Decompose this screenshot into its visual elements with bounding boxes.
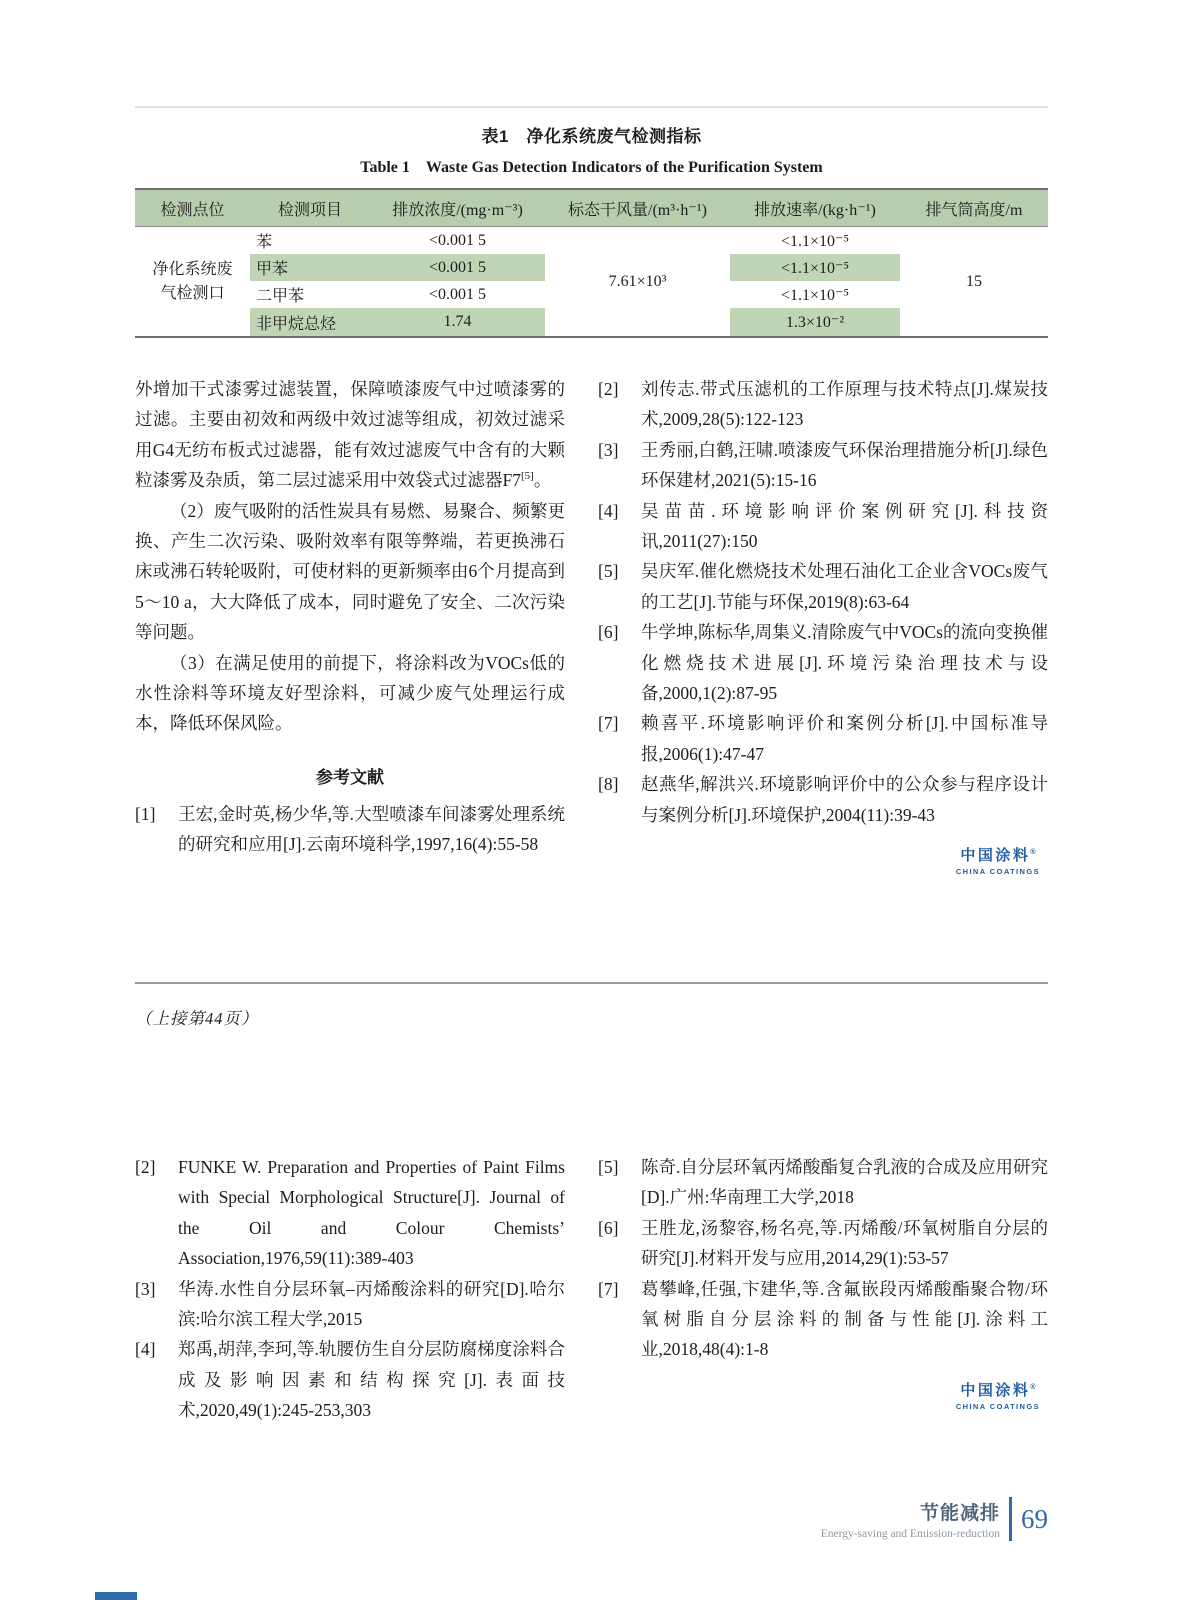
reference-item bbox=[598, 556, 1048, 617]
logo-text-cn: 中国涂料 bbox=[960, 847, 1031, 865]
reference-text: 王秀丽,白鹤,汪啸.喷漆废气环保治理措施分析[J].绿色环保建材,2021(5):15-16 bbox=[641, 439, 1048, 491]
top-separator-line bbox=[135, 106, 1048, 108]
reference-text: 王胜龙,汤黎容,杨名亮,等.丙烯酸/环氧树脂自分层的研究[J].材料开发与应用,2014,29(1):53-57 bbox=[641, 1217, 1048, 1269]
logo-text-en: CHINA COATINGS bbox=[955, 867, 1040, 877]
table-cell-item: 非甲烷总烃 bbox=[250, 308, 370, 336]
reference-item bbox=[135, 1274, 565, 1335]
table-cell-item: 苯 bbox=[256, 234, 273, 251]
reference-text: 葛攀峰,任强,卞建华,等.含氟嵌段丙烯酸酯聚合物/环氧树脂自分层涂料的制备与性能[J].涂料工业,2018,48(4):1-8 bbox=[641, 1278, 1048, 1360]
reference-item bbox=[135, 1152, 565, 1274]
reference-text: 牛学坤,陈标华,周集义.清除废气中VOCs的流向变换催化燃烧技术进展[J].环境污染治理技术与设备,2000,1(2):87-95 bbox=[641, 622, 1048, 704]
reference-item bbox=[598, 1152, 1048, 1213]
reference-text: FUNKE W. Preparation and Properties of Paint Films with Special Morphological Structure[J]. Journal of the Oil and Colour Chemists’ Association,1976,59(11):389-403 bbox=[178, 1157, 565, 1269]
table-cell-stack-height: 15 bbox=[966, 272, 982, 290]
reference-number: [7] bbox=[598, 1278, 619, 1299]
table-cell-concentration: <0.001 5 bbox=[370, 254, 545, 281]
reference-number: [3] bbox=[135, 1278, 156, 1299]
reference-item bbox=[598, 1274, 1048, 1365]
page-edge-mark bbox=[95, 1592, 137, 1600]
table-cell-concentration: <0.001 5 bbox=[428, 285, 487, 303]
article-left-column bbox=[135, 374, 565, 876]
journal-name-cn: 节能减排 bbox=[919, 1503, 1000, 1524]
reference-number: [2] bbox=[598, 379, 619, 399]
table-cell-rate: <1.1×10⁻⁵ bbox=[780, 232, 850, 250]
reference-text: 陈奇.自分层环氧丙烯酸酯复合乳液的合成及应用研究[D].广州:华南理工大学,2018 bbox=[641, 1157, 1048, 1208]
reference-text: 刘传志.带式压滤机的工作原理与技术特点[J].煤炭技术,2009,28(5):122-123 bbox=[641, 379, 1048, 430]
reference-text: 王宏,金时英,杨少华,等.大型喷漆车间漆雾处理系统的研究和应用[J].云南环境科学,1997,16(4):55-58 bbox=[178, 803, 565, 855]
china-coatings-logo bbox=[956, 1379, 1040, 1411]
table-title-en: Table 1 Waste Gas Detection Indicators of the Purification System bbox=[360, 159, 823, 176]
registered-mark: ® bbox=[1030, 849, 1036, 857]
reference-text: 吴庆军.催化燃烧技术处理石油化工企业含VOCs废气的工艺[J].节能与环保,2019(8):63-64 bbox=[641, 561, 1048, 612]
table-header-cell: 检测项目 bbox=[250, 190, 370, 227]
table-cell-rate: <1.1×10⁻⁵ bbox=[780, 286, 850, 304]
page-number: 69 bbox=[1021, 1503, 1048, 1534]
section-separator-line bbox=[135, 982, 1048, 984]
table-cell-item: 二甲苯 bbox=[256, 288, 305, 305]
reference-number: [6] bbox=[598, 622, 619, 643]
paragraph-text: 外增加干式漆雾过滤装置，保障喷漆废气中过喷漆雾的过滤。主要由初效和两级中效过滤等组成，初效过滤采用G4无纺布板式过滤器，能有效过滤废气中含有的大颗粒漆雾及杂质，第二层过滤采用中效袋式过滤器F7 bbox=[135, 379, 565, 491]
reference-text: 吴苗苗.环境影响评价案例研究[J].科技资讯,2011(27):150 bbox=[641, 500, 1048, 552]
reference-text: 郑禹,胡萍,李珂,等.轨腰仿生自分层防腐梯度涂料合成及影响因素和结构探究[J].表面技术,2020,49(1):245-253,303 bbox=[178, 1339, 565, 1421]
reference-text: 华涛.水性自分层环氧–丙烯酸涂料的研究[D].哈尔滨:哈尔滨工程大学,2015 bbox=[178, 1278, 565, 1330]
reference-number: [8] bbox=[598, 774, 619, 795]
reference-item bbox=[598, 435, 1048, 496]
table-header-cell: 排气筒高度/m bbox=[900, 190, 1048, 227]
reference-item bbox=[598, 617, 1048, 708]
reference-number: [6] bbox=[598, 1217, 619, 1238]
table-cell-concentration: 1.74 bbox=[370, 308, 545, 336]
reference-text: 赵燕华,解洪兴.环境影响评价中的公众参与程序设计与案例分析[J].环境保护,2004(11):39-43 bbox=[641, 774, 1048, 825]
reference-number: [4] bbox=[598, 500, 619, 521]
table-cell-concentration: <0.001 5 bbox=[428, 231, 487, 249]
publisher-logo bbox=[598, 844, 1048, 876]
reference-item bbox=[598, 769, 1048, 830]
table-header-cell: 标态干风量/(m³·h⁻¹) bbox=[545, 190, 730, 227]
continuation-left-column bbox=[135, 1152, 565, 1426]
paragraph: （2）废气吸附的活性炭具有易燃、易聚合、频繁更换、产生二次污染、吸附效率有限等弊端，若更换沸石床或沸石转轮吸附，可使材料的更新频率由6个月提高到5～10 a，大大降低了成本，同时避免了安全、二次污染等问题。 bbox=[135, 500, 565, 643]
continued-from-note: （上接第44页） bbox=[135, 1009, 259, 1028]
publisher-logo bbox=[598, 1379, 1048, 1411]
table-header-cell: 排放速率/(kg·h⁻¹) bbox=[730, 190, 900, 227]
reference-item bbox=[598, 708, 1048, 769]
article-body bbox=[135, 374, 1048, 876]
reference-number: [3] bbox=[598, 439, 619, 460]
reference-item bbox=[135, 1334, 565, 1425]
continuation-right-column bbox=[598, 1152, 1048, 1426]
reference-text: 赖喜平.环境影响评价和案例分析[J].中国标准导报,2006(1):47-47 bbox=[641, 713, 1048, 764]
table-title-cn: 表1 净化系统废气检测指标 bbox=[481, 127, 702, 146]
reference-number: [1] bbox=[135, 803, 156, 824]
reference-number: [2] bbox=[135, 1157, 156, 1177]
reference-number: [7] bbox=[598, 713, 619, 734]
journal-name-en: Energy-saving and Emission-reduction bbox=[820, 1528, 1000, 1540]
table-cell-item: 甲苯 bbox=[250, 254, 370, 281]
table-header-cell: 排放浓度/(mg·m⁻³) bbox=[370, 190, 545, 227]
references-heading: 参考文献 bbox=[316, 767, 384, 787]
logo-text-en: CHINA COATINGS bbox=[955, 1401, 1040, 1411]
reference-item bbox=[598, 1213, 1048, 1274]
table-header-cell: 检测点位 bbox=[135, 190, 250, 227]
footer-divider-bar bbox=[1009, 1497, 1012, 1541]
paragraph-text: 。 bbox=[533, 470, 552, 491]
table-cell-airflow: 7.61×10³ bbox=[608, 272, 667, 290]
article-right-column bbox=[598, 374, 1048, 876]
page-footer bbox=[135, 1497, 1048, 1541]
table-cell-rate: 1.3×10⁻² bbox=[730, 308, 900, 336]
china-coatings-logo bbox=[956, 844, 1040, 876]
reference-number: [4] bbox=[135, 1339, 156, 1360]
continuation-body bbox=[135, 1152, 1048, 1426]
registered-mark: ® bbox=[1030, 1383, 1036, 1391]
reference-number: [5] bbox=[598, 561, 619, 582]
logo-text-cn: 中国涂料 bbox=[960, 1381, 1031, 1399]
paragraph: （3）在满足使用的前提下，将涂料改为VOCs低的水性涂料等环境友好型涂料，可减少废气处理运行成本，降低环保风险。 bbox=[135, 652, 565, 734]
journal-name-block bbox=[821, 1498, 1000, 1540]
reference-item bbox=[598, 496, 1048, 557]
citation-marker: [5] bbox=[520, 470, 534, 483]
reference-item bbox=[135, 799, 565, 860]
reference-number: [5] bbox=[598, 1157, 619, 1177]
table-section bbox=[135, 122, 1048, 338]
waste-gas-table bbox=[135, 188, 1048, 338]
reference-item bbox=[598, 374, 1048, 435]
paragraph bbox=[135, 374, 565, 496]
table-cell-rate: <1.1×10⁻⁵ bbox=[730, 254, 900, 281]
table-group-cell: 净化系统废气检测口 bbox=[152, 260, 233, 302]
